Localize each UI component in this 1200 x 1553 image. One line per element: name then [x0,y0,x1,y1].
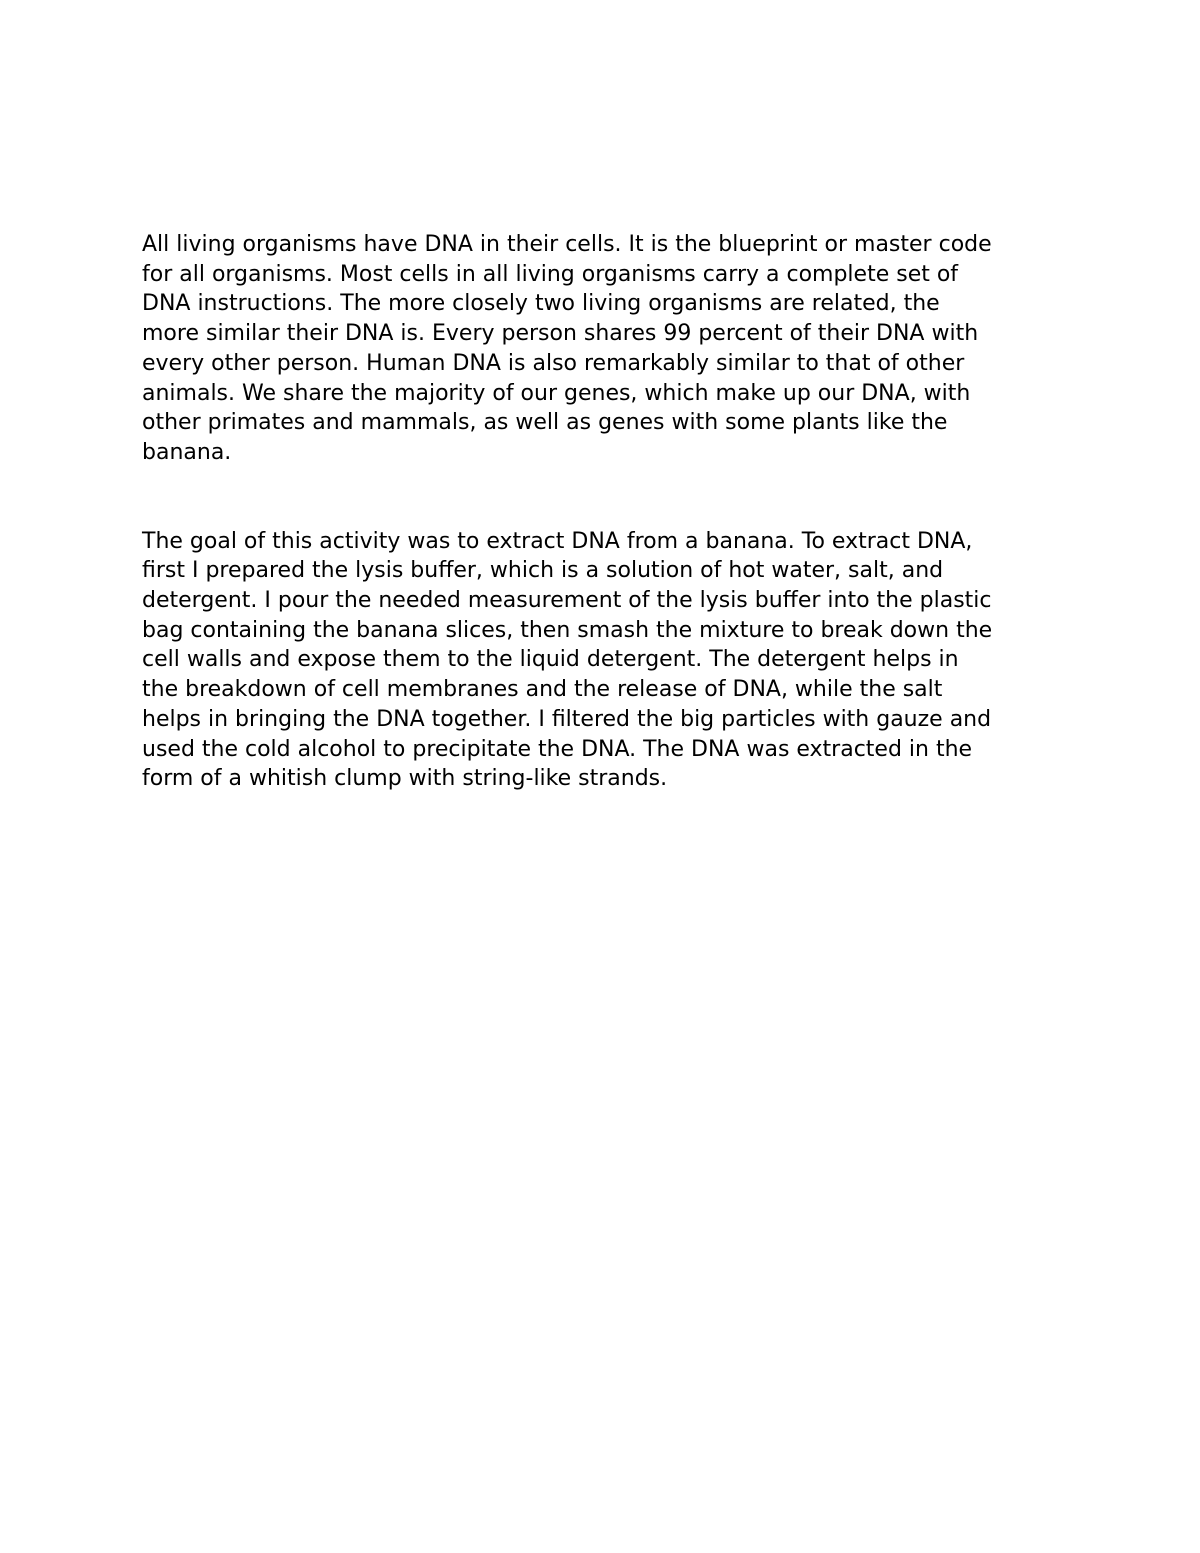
paragraph-line: bag containing the banana slices, then smash the mixture to break down the [142,617,993,643]
paragraph-line: the breakdown of cell membranes and the release of DNA, while the salt [142,677,943,703]
paragraph-line: first I prepared the lysis buffer, which is a solution of hot water, salt, and [142,558,944,584]
paragraph-line: banana. [142,439,232,465]
paragraph-line: form of a whitish clump with string-like strands. [142,766,668,792]
paragraph-line: every other person. Human DNA is also remarkably similar to that of other [142,350,965,376]
paragraph-line: detergent. I pour the needed measurement of the lysis buffer into the plastic [142,588,992,614]
paragraph-line: more similar their DNA is. Every person shares 99 percent of their DNA with [142,321,979,347]
paragraph-line: DNA instructions. The more closely two living organisms are related, the [142,291,940,317]
paragraph-line: used the cold alcohol to precipitate the DNA. The DNA was extracted in the [142,736,973,762]
paragraph-intro [142,230,1062,468]
document-body [142,230,1062,794]
paragraph-line: other primates and mammals, as well as genes with some plants like the [142,410,948,436]
paragraph-line: cell walls and expose them to the liquid detergent. The detergent helps in [142,647,959,673]
paragraph-procedure [142,527,1062,794]
paragraph-line: The goal of this activity was to extract DNA from a banana. To extract DNA, [142,528,973,554]
paragraph-line: animals. We share the majority of our genes, which make up our DNA, with [142,380,971,406]
paragraph-line: for all organisms. Most cells in all living organisms carry a complete set of [142,261,959,287]
paragraph-line: helps in bringing the DNA together. I filtered the big particles with gauze and [142,706,992,732]
paragraph-line: All living organisms have DNA in their cells. It is the blueprint or master code [142,232,992,257]
